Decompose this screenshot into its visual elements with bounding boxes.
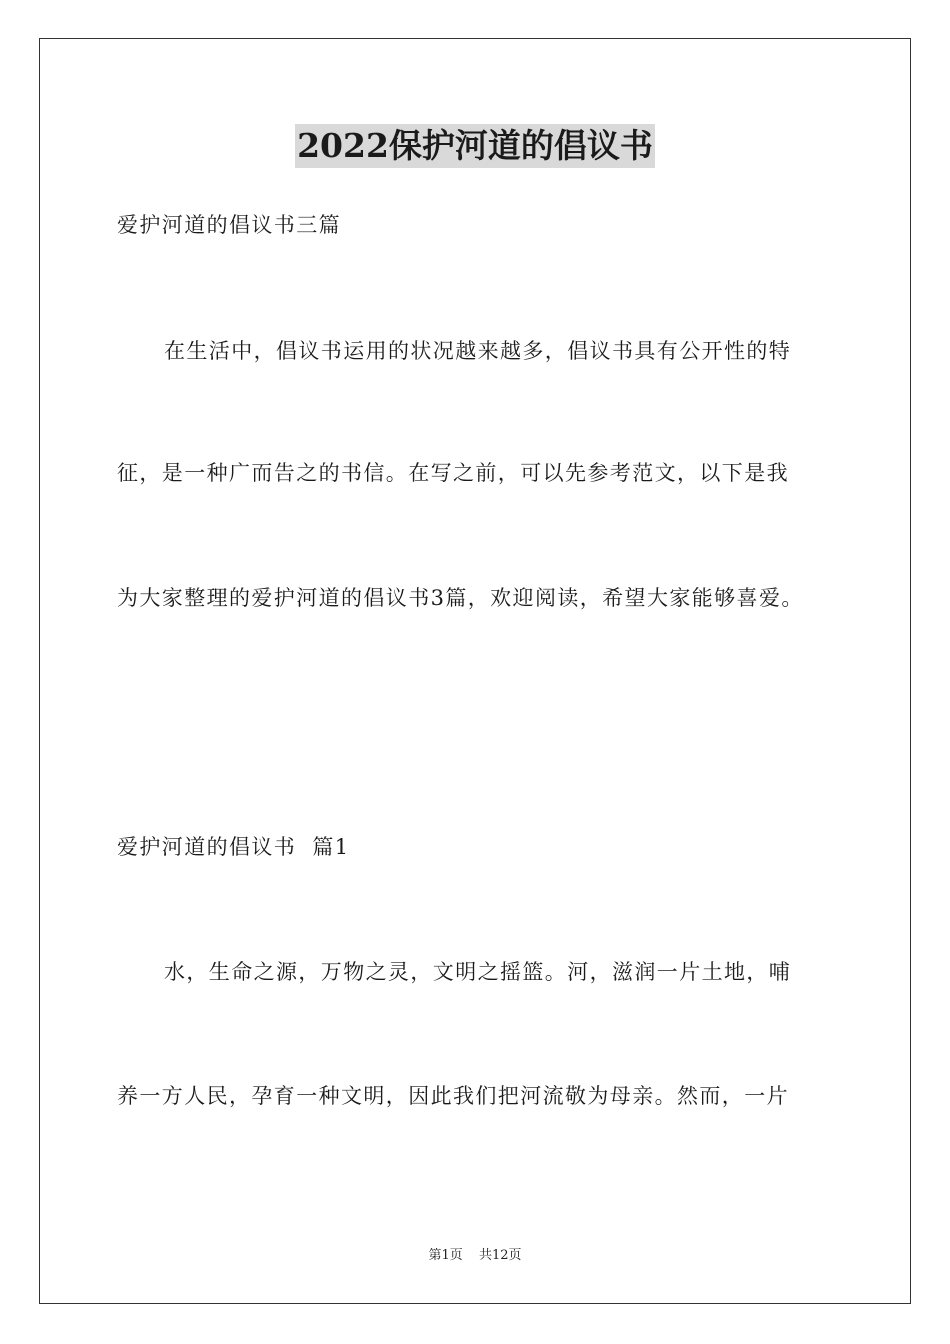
section-line-1: 水，生命之源，万物之灵，文明之摇篮。河，滋润一片土地，哺 <box>164 960 792 984</box>
title-container <box>0 124 950 168</box>
document-title: 2022保护河道的倡议书 <box>295 124 655 168</box>
section-heading: 爱护河道的倡议书 篇1 <box>117 835 350 859</box>
document-subtitle: 爱护河道的倡议书三篇 <box>117 213 341 237</box>
page-number-total: 共12页 <box>478 1248 522 1263</box>
page-number-current: 第1页 <box>428 1248 463 1263</box>
page-footer <box>0 1246 950 1266</box>
section-line-2: 养一方人民，孕育一种文明，因此我们把河流敬为母亲。然而，一片 <box>117 1084 789 1108</box>
intro-line-2: 征，是一种广而告之的书信。在写之前，可以先参考范文，以下是我 <box>117 461 789 485</box>
intro-line-3: 为大家整理的爱护河道的倡议书3篇，欢迎阅读，希望大家能够喜爱。 <box>117 586 804 610</box>
intro-line-1: 在生活中，倡议书运用的状况越来越多，倡议书具有公开性的特 <box>164 339 792 363</box>
